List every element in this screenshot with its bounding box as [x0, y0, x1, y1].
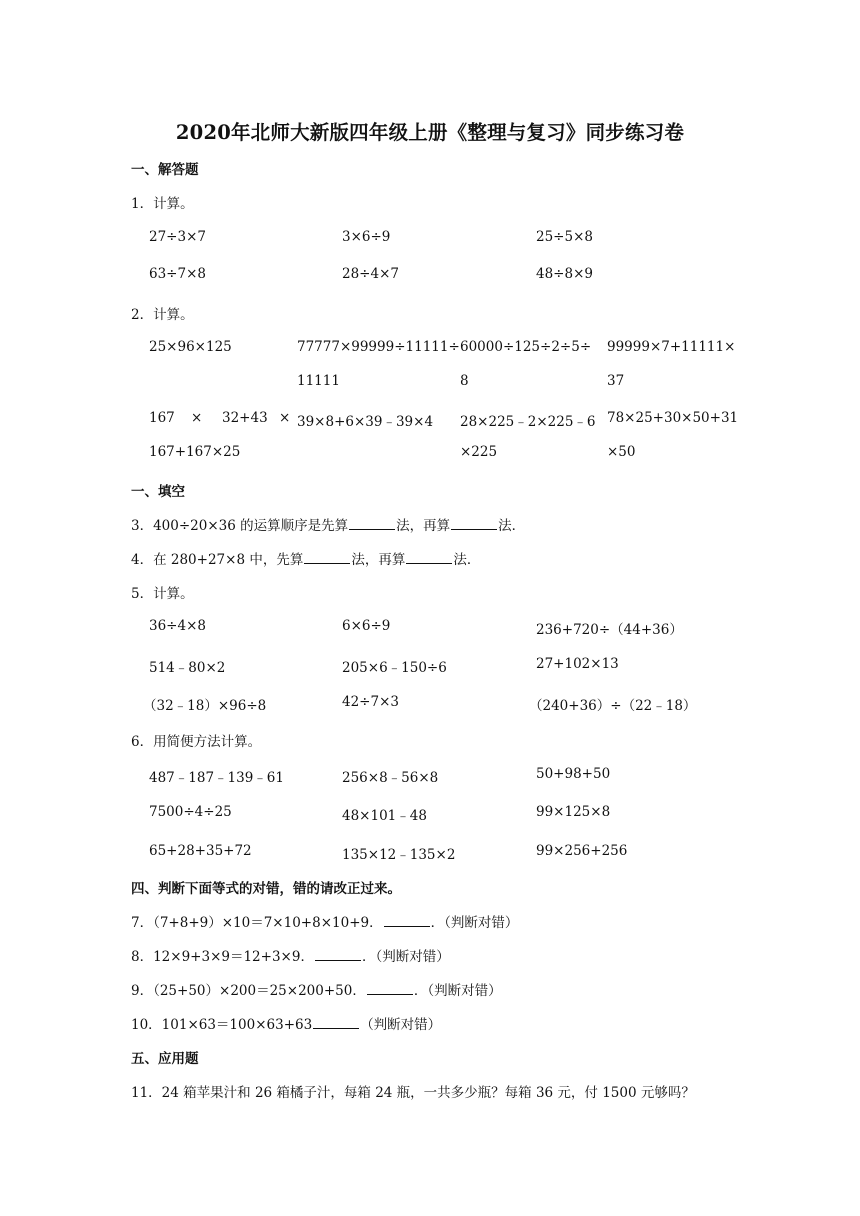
expression: 25×96×125 — [149, 339, 232, 355]
expression: 99999×7+11111× — [607, 339, 736, 355]
question-text: 法． — [498, 518, 526, 534]
expression-continued: 11111 — [297, 373, 340, 389]
expression: 135×12﹣135×2 — [342, 847, 456, 863]
expression: 36÷4×8 — [149, 618, 206, 634]
answer-blank[interactable] — [451, 517, 497, 530]
expression: （240+36）÷（22﹣18） — [529, 698, 697, 714]
question-1-prompt: 1．计算。 — [131, 196, 194, 212]
section-heading-answer: 一、解答题 — [131, 162, 199, 178]
expression: 236+720÷（44+36） — [536, 622, 683, 638]
expression: 60000÷125÷2÷5÷ — [460, 339, 592, 355]
question-5-prompt: 5．计算。 — [131, 586, 194, 602]
expression: 77777×99999÷11111÷ — [297, 339, 460, 355]
answer-blank[interactable] — [315, 948, 361, 961]
question-text: 法，再算 — [396, 518, 451, 534]
expression: 487﹣187﹣139﹣61 — [149, 770, 284, 786]
expression-continued: 37 — [607, 373, 625, 389]
expression: 7500÷4÷25 — [149, 804, 232, 820]
answer-blank[interactable] — [406, 551, 452, 564]
question-text: 4．在 280+27×8 中，先算 — [131, 552, 304, 568]
question-text: 10．101×63＝100×63+63 — [131, 1017, 313, 1033]
question-text: ．（判断对错） — [361, 949, 450, 965]
question-text: 7．（7+8+9）×10＝7×10+8×10+9． — [131, 915, 383, 931]
expression-continued: 8 — [460, 373, 469, 389]
question-text: 3．400÷20×36 的运算顺序是先算 — [131, 518, 349, 534]
expression: 27÷3×7 — [149, 229, 206, 245]
expression-continued: ×50 — [607, 444, 636, 460]
expression: 256×8﹣56×8 — [342, 770, 439, 786]
answer-blank[interactable] — [349, 517, 395, 530]
question-6-prompt: 6．用简便方法计算。 — [131, 734, 262, 750]
answer-blank[interactable] — [313, 1016, 359, 1029]
section-heading-application: 五、应用题 — [131, 1051, 199, 1067]
expression: 3×6÷9 — [342, 229, 391, 245]
question-8 — [131, 945, 450, 965]
question-text: ．（判断对错） — [413, 983, 502, 999]
expression-part: 32+43 — [222, 410, 268, 426]
question-9 — [131, 979, 502, 999]
answer-blank[interactable] — [304, 551, 350, 564]
question-text: （判断对错） — [360, 1017, 442, 1033]
expression: 6×6÷9 — [342, 618, 391, 634]
expression-part: × — [191, 410, 203, 426]
answer-blank[interactable] — [367, 982, 413, 995]
section-heading-fill: 一、填空 — [131, 484, 185, 500]
question-text: 9．（25+50）×200＝25×200+50． — [131, 983, 366, 999]
expression: 27+102×13 — [536, 656, 619, 672]
question-4 — [131, 548, 480, 568]
question-text: 8．12×9+3×9＝12+3×9． — [131, 949, 314, 965]
expression-part: × — [279, 410, 291, 426]
section-heading-judge: 四、判断下面等式的对错，错的请改正过来。 — [131, 881, 401, 897]
expression: 63÷7×8 — [149, 266, 206, 282]
expression: 78×25+30×50+31 — [607, 410, 739, 426]
expression: 50+98+50 — [536, 766, 611, 782]
question-3 — [131, 514, 525, 534]
expression: 25÷5×8 — [536, 229, 593, 245]
expression: 205×6﹣150÷6 — [342, 660, 447, 676]
expression: 514﹣80×2 — [149, 660, 226, 676]
expression-continued: 167+167×25 — [149, 444, 241, 460]
answer-blank[interactable] — [384, 914, 430, 927]
expression: （32﹣18）×96÷8 — [143, 698, 267, 714]
expression-part: 167 — [149, 410, 175, 426]
expression: 99×125×8 — [536, 804, 611, 820]
expression: 99×256+256 — [536, 843, 628, 859]
expression-continued: ×225 — [460, 444, 498, 460]
question-10 — [131, 1013, 441, 1033]
question-text: ．（判断对错） — [430, 915, 519, 931]
page-title: 2020年北师大新版四年级上册《整理与复习》同步练习卷 — [175, 121, 685, 144]
question-text: 法． — [453, 552, 481, 568]
question-2-prompt: 2．计算。 — [131, 307, 194, 323]
question-7 — [131, 911, 518, 931]
expression: 28×225﹣2×225﹣6 — [460, 414, 596, 430]
expression: 48÷8×9 — [536, 266, 593, 282]
question-11: 11．24 箱苹果汁和 26 箱橘子汁，每箱 24 瓶，一共多少瓶？每箱 36 元，付 1500 元够吗？ — [131, 1085, 695, 1101]
expression: 48×101﹣48 — [342, 808, 427, 824]
expression: 65+28+35+72 — [149, 843, 252, 859]
expression: 39×8+6×39﹣39×4 — [297, 414, 434, 430]
expression: 28÷4×7 — [342, 266, 399, 282]
expression: 42÷7×3 — [342, 694, 399, 710]
question-text: 法，再算 — [351, 552, 406, 568]
